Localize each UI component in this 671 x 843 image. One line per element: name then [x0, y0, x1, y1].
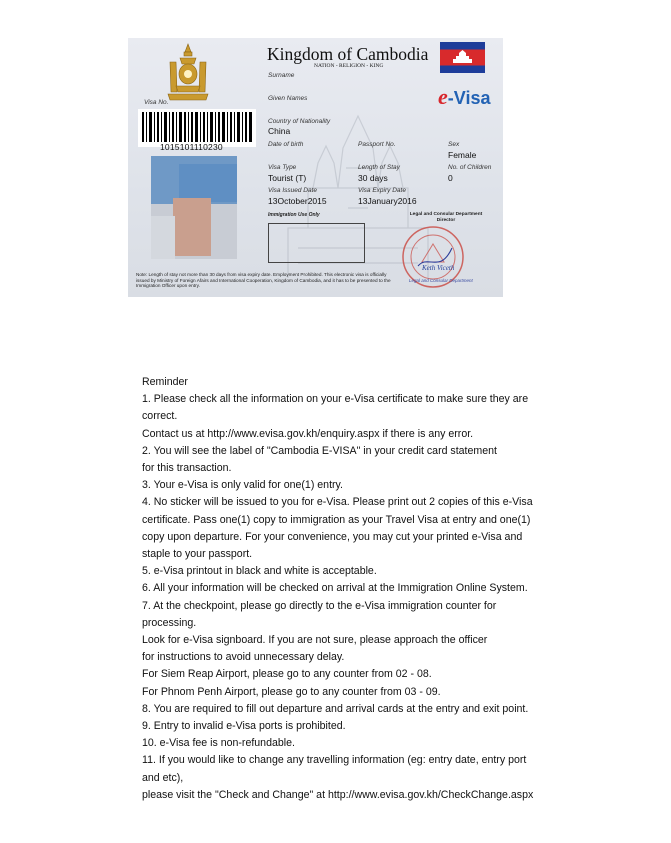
reminder-line: 6. All your information will be checked on arrival at the Immigration Online System.: [142, 582, 528, 595]
issued-label: Visa Issued Date: [268, 187, 318, 194]
evisa-card: [128, 38, 503, 297]
signatory-title: Legal and Consular Department: [409, 278, 473, 283]
issued-value: 13October2015: [268, 196, 327, 206]
visa-type-label: Visa Type: [268, 164, 297, 171]
royal-crest-icon: [162, 42, 214, 102]
applicant-photo: [151, 156, 237, 259]
expiry-label: Visa Expiry Date: [358, 187, 406, 194]
surname-label: Surname: [268, 72, 295, 79]
children-label: No. of Children: [448, 164, 492, 171]
reminder-heading: Reminder: [142, 376, 188, 388]
nationality-label: Country of Nationality: [268, 118, 331, 125]
reminder-line: 9. Entry to invalid e-Visa ports is prohibited.: [142, 720, 346, 733]
reminder-line: certificate. Pass one(1) copy to immigration as your Travel Visa at entry and one(1): [142, 513, 531, 526]
passport-label: Passport No.: [358, 141, 396, 148]
reminder-line: for this transaction.: [142, 462, 232, 475]
reminder-line: 2. You will see the label of "Cambodia E-VISA" in your credit card statement: [142, 444, 497, 457]
reminder-line: 3. Your e-Visa is only valid for one(1) entry.: [142, 479, 343, 492]
reminder-line: Look for e-Visa signboard. If you are not sure, please approach the officer: [142, 634, 488, 647]
reminder-line: correct.: [142, 410, 178, 423]
sex-label: Sex: [448, 141, 460, 148]
reminder-section: [142, 374, 652, 804]
department-line: Legal and Consular Department: [409, 212, 483, 217]
reminder-line: please visit the "Check and Change" at http://www.evisa.gov.kh/CheckChange.aspx: [142, 788, 534, 801]
dob-label: Date of birth: [268, 141, 304, 148]
reminder-line: copy upon departure. For your convenience, you may cut your printed e-Visa and: [142, 530, 523, 543]
reminder-line: and etc),: [142, 771, 184, 784]
sex-value: Female: [448, 150, 477, 160]
reminder-line: For Phnom Penh Airport, please go to any counter from 03 - 09.: [142, 685, 441, 698]
reminder-line: 11. If you would like to change any travelling information (eg: entry date, entry port: [142, 754, 527, 767]
department-heading: [390, 212, 502, 224]
immigration-use-label: Immigration Use Only: [268, 212, 320, 218]
card-motto: NATION - RELIGION - KING: [314, 63, 384, 69]
visa-no-label: Visa No.: [144, 99, 169, 106]
reminder-line: 7. At the checkpoint, please go directly to the e-Visa immigration counter for: [142, 599, 497, 612]
immigration-box: [268, 223, 365, 263]
card-note: Note: Length of stay not more than 30 days from visa expiry date. Employment Prohibited. This electronic visa is officially issued by Ministry of Foreign Afairs and International Cooperation, Kingdom of Cambodia, and it has to be presented to the Immigration Officer upon entry.: [136, 272, 391, 289]
given-names-label: Given Names: [268, 95, 308, 102]
evisa-brand: e-Visa: [438, 84, 491, 109]
reminder-line: Contact us at http://www.evisa.gov.kh/enquiry.aspx if there is any error.: [142, 427, 474, 440]
signatory-name: Keth Viceth: [422, 264, 455, 272]
reminder-line: processing.: [142, 616, 197, 629]
visa-number: 1015101110230: [160, 142, 223, 152]
expiry-value: 13January2016: [358, 196, 417, 206]
reminder-line: 8. You are required to fill out departure and arrival cards at the entry and exit point.: [142, 702, 529, 715]
reminder-line: 1. Please check all the information on your e-Visa certificate to make sure they are: [142, 393, 529, 406]
reminder-line: For Siem Reap Airport, please go to any counter from 02 - 08.: [142, 668, 432, 681]
director-line: Director: [436, 218, 456, 223]
nationality-value: China: [268, 126, 291, 136]
visa-type-value: Tourist (T): [268, 173, 307, 183]
card-title: Kingdom of Cambodia: [267, 44, 429, 64]
reminder-line: 4. No sticker will be issued to you for e-Visa. Please print out 2 copies of this e-Visa: [142, 496, 533, 509]
reminder-line: 5. e-Visa printout in black and white is acceptable.: [142, 565, 377, 578]
reminder-line: for instructions to avoid unnecessary delay.: [142, 651, 345, 664]
reminder-line: staple to your passport.: [142, 548, 253, 561]
reminder-line: 10. e-Visa fee is non-refundable.: [142, 737, 295, 750]
stay-label: Length of Stay: [358, 164, 400, 171]
children-value: 0: [448, 173, 453, 183]
cambodia-flag-icon: [440, 42, 485, 73]
stay-value: 30 days: [358, 173, 388, 183]
